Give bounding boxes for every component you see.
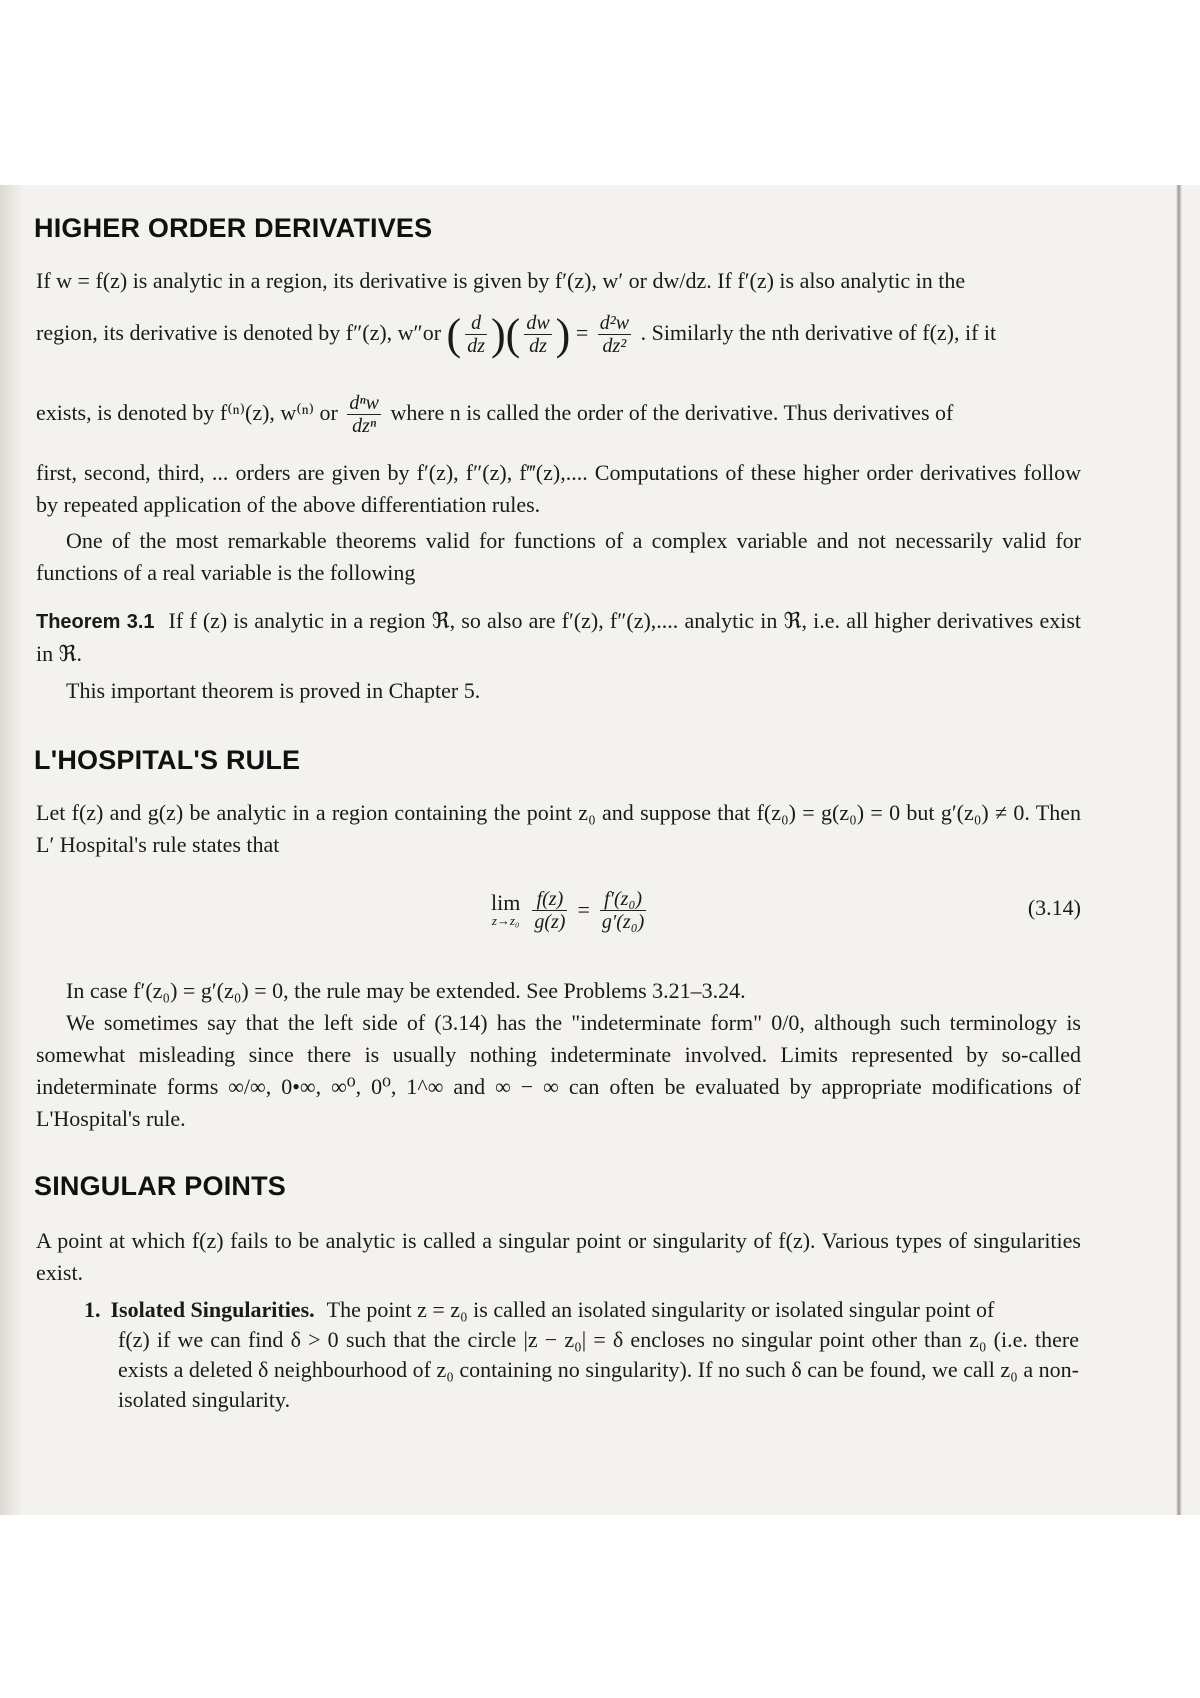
line3-text-a: exists, is denoted by f⁽ⁿ⁾(z), w⁽ⁿ⁾ or bbox=[36, 400, 338, 425]
list-term: Isolated Singularities. bbox=[110, 1297, 315, 1322]
page-right-edge bbox=[1176, 185, 1182, 1515]
paragraph-derivative-line2 bbox=[36, 303, 1081, 365]
paragraph-remarkable-theorem: One of the most remarkable theorems valid for functions of a complex variable and not necessarily valid for functions of a real variable is the following bbox=[36, 528, 1081, 585]
frac-fprime-over-gprime bbox=[600, 888, 646, 933]
equation-3-14 bbox=[36, 875, 1081, 945]
page-left-shadow bbox=[0, 185, 22, 1515]
frac-denominator: dzⁿ bbox=[352, 415, 377, 438]
frac-d-dz bbox=[465, 312, 487, 357]
paragraph-derivative-rest: first, second, third, ... orders are given by f′(z), f″(z), f‴(z),.... Computations of these higher order derivatives follow by repeated application of the above differentiation rules. bbox=[36, 460, 1081, 517]
frac-f-over-g bbox=[532, 888, 567, 933]
paragraph-rule-extended: In case f′(z₀) = g′(z₀) = 0, the rule may be extended. See Problems 3.21–3.24. bbox=[66, 978, 746, 1003]
frac-dnw-dzn bbox=[347, 392, 381, 437]
list-text: The point z = z₀ is called an isolated singularity or isolated singular point of bbox=[326, 1297, 995, 1322]
left-paren: ( bbox=[505, 309, 521, 359]
theorem-3-1 bbox=[36, 605, 1081, 670]
frac-numerator: dw bbox=[526, 312, 550, 335]
equation-number: (3.14) bbox=[1027, 895, 1081, 920]
frac-denominator: dz bbox=[529, 335, 547, 358]
heading-higher-order-derivatives: HIGHER ORDER DERIVATIVES bbox=[34, 213, 433, 243]
frac-numerator: d²w bbox=[599, 312, 630, 335]
paragraph-derivative-line1: If w = f(z) is analytic in a region, its derivative is given by f′(z), w′ or dw/dz. If f′(z) is also analytic in the bbox=[36, 268, 966, 293]
heading-lhospitals-rule: L'HOSPITAL'S RULE bbox=[34, 745, 301, 775]
limit-subscript: z→z₀ bbox=[491, 913, 520, 928]
frac-numerator: f(z) bbox=[532, 888, 567, 911]
limit-word: lim bbox=[491, 890, 521, 915]
frac-denominator: dz bbox=[467, 335, 485, 358]
frac-numerator: dⁿw bbox=[349, 392, 379, 415]
line3-text-b: where n is called the order of the derivative. Thus derivatives of bbox=[390, 400, 954, 425]
frac-d2w-dz2 bbox=[598, 312, 631, 357]
frac-denominator: g(z) bbox=[534, 910, 566, 933]
list-number: 1. bbox=[84, 1297, 101, 1322]
frac-denominator: g′(z₀) bbox=[601, 910, 645, 933]
paragraph-theorem-proof-note: This important theorem is proved in Chapter 5. bbox=[66, 678, 481, 703]
heading-singular-points: SINGULAR POINTS bbox=[34, 1171, 287, 1201]
list-item-isolated-singularities bbox=[84, 1295, 1079, 1415]
paragraph-singular-point-definition: A point at which f(z) fails to be analytic is called a singular point or singularity of f(z). Various types of singularities exist. bbox=[36, 1228, 1081, 1285]
theorem-label: Theorem 3.1 bbox=[36, 611, 155, 633]
paragraph-lhospital-intro: Let f(z) and g(z) be analytic in a region containing the point z₀ and suppose that f(z₀) = g(z₀) = 0 but g′(z₀) ≠ 0. Then L′ Hospital's rule states that bbox=[36, 800, 1081, 857]
theorem-text: If f (z) is analytic in a region ℜ, so also are f′(z), f″(z),.... analytic in ℜ, i.e. all higher derivatives exist in ℜ. bbox=[36, 608, 1081, 666]
frac-dw-dz bbox=[524, 312, 551, 357]
frac-denominator: dz² bbox=[602, 335, 627, 358]
left-paren: ( bbox=[446, 309, 462, 359]
page-sheet bbox=[0, 185, 1200, 1515]
line2-text-a: region, its derivative is denoted by f″(z), w″or bbox=[36, 320, 442, 345]
frac-numerator: d bbox=[465, 312, 487, 335]
equals-sign: = bbox=[577, 897, 590, 922]
list-continuation: f(z) if we can find δ > 0 such that the circle |z − z₀| = δ encloses no singular point other than z₀ (i.e. there exists a deleted δ neighbourhood of z₀ containing no singularity). If no such δ can be found, we call z₀ a non-isolated singularity. bbox=[118, 1327, 1079, 1412]
paragraph-indeterminate-forms: We sometimes say that the left side of (3.14) has the "indeterminate form" 0/0, although such terminology is somewhat misleading since there is usually nothing indeterminate involved. Limits represented by so-called indeterminate forms ∞/∞, 0•∞, ∞⁰, 0⁰, 1^∞ and ∞ − ∞ can often be evaluated by appropriate modifications of L'Hospital's rule. bbox=[36, 1010, 1081, 1131]
equation-body bbox=[491, 875, 650, 945]
equals-sign: = bbox=[575, 320, 589, 345]
line2-text-b: . Similarly the nth derivative of f(z), if it bbox=[640, 320, 997, 345]
frac-numerator: f′(z₀) bbox=[600, 888, 646, 911]
paragraph-derivative-line3 bbox=[36, 385, 1081, 441]
right-paren: ) bbox=[491, 309, 506, 359]
right-paren: ) bbox=[555, 309, 571, 359]
limit-operator bbox=[491, 892, 520, 928]
